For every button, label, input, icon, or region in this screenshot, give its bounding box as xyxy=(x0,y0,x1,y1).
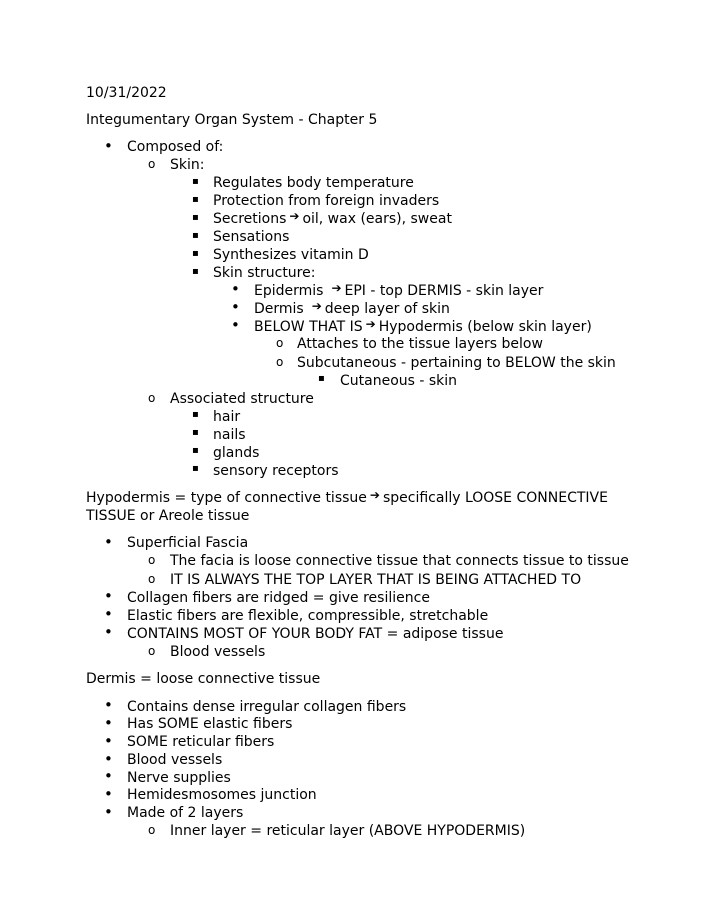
dermis-heading: Dermis = loose connective tissue xyxy=(86,671,321,687)
bullet-dot: • xyxy=(231,316,240,334)
bullet-dot: • xyxy=(104,803,113,821)
dermis-item: Made of 2 layers xyxy=(127,805,244,821)
hypodermis-heading-end: specifically LOOSE CONNECTIVE xyxy=(382,490,608,506)
skin-item: Protection from foreign invaders xyxy=(213,193,440,209)
bullet-square: ▪ xyxy=(192,248,199,259)
structure-item xyxy=(254,300,450,318)
bullet-dot: • xyxy=(104,587,113,605)
bullet-square: ▪ xyxy=(192,409,199,420)
body-fat-sub-item: Blood vessels xyxy=(170,644,266,660)
bullet-square: ▪ xyxy=(192,463,199,474)
skin-label: Skin: xyxy=(170,157,205,173)
bullet-dot: • xyxy=(104,767,113,785)
hypodermis-item: Elastic fibers are flexible, compressible, stretchable xyxy=(127,608,489,624)
dermis-item: Contains dense irregular collagen fibers xyxy=(127,699,407,715)
document-title: Integumentary Organ System - Chapter 5 xyxy=(86,112,378,128)
associated-item: hair xyxy=(213,409,241,425)
bullet-dot: • xyxy=(104,696,113,714)
arrow-right-icon: ➔ xyxy=(331,281,342,295)
structure-term: Dermis xyxy=(254,301,304,317)
cutaneous-item: Cutaneous - skin xyxy=(340,373,458,389)
structure-desc: deep layer of skin xyxy=(324,301,450,317)
bullet-dot: • xyxy=(231,280,240,298)
bullet-square: ▪ xyxy=(192,230,199,241)
hypodermis-heading-line2: TISSUE or Areole tissue xyxy=(86,508,250,524)
skin-item: Sensations xyxy=(213,229,290,245)
bullet-dot: • xyxy=(104,605,113,623)
bullet-circle: o xyxy=(148,553,156,567)
bullet-dot: • xyxy=(104,732,113,750)
skin-item: Synthesizes vitamin D xyxy=(213,247,369,263)
arrow-right-icon: ➔ xyxy=(311,299,322,313)
arrow-right-icon: ➔ xyxy=(365,317,376,331)
hypodermis-item: CONTAINS MOST OF YOUR BODY FAT = adipose tissue xyxy=(127,626,504,642)
structure-item xyxy=(254,282,543,300)
fascia-sub-item: The facia is loose connective tissue that connects tissue to tissue xyxy=(170,553,629,569)
bullet-circle: o xyxy=(148,572,156,586)
bullet-circle: o xyxy=(148,823,156,837)
date: 10/31/2022 xyxy=(86,85,167,101)
arrow-right-icon: ➔ xyxy=(369,488,380,502)
structure-term: BELOW THAT IS xyxy=(254,319,363,335)
structure-desc: Hypodermis (below skin layer) xyxy=(378,319,592,335)
bullet-square: ▪ xyxy=(192,266,199,277)
hypodermis-item: Collagen fibers are ridged = give resilience xyxy=(127,590,430,606)
hypodermis-heading xyxy=(86,489,608,507)
dermis-layer-item: Inner layer = reticular layer (ABOVE HYPODERMIS) xyxy=(170,823,526,839)
dermis-item: Has SOME elastic fibers xyxy=(127,716,293,732)
associated-structure-label: Associated structure xyxy=(170,391,314,407)
composed-of-label: Composed of: xyxy=(127,139,224,155)
secretions-detail: oil, wax (ears), sweat xyxy=(302,211,452,227)
bullet-square: ▪ xyxy=(192,427,199,438)
associated-item: nails xyxy=(213,427,246,443)
skin-item: Secretions xyxy=(213,211,287,227)
structure-item xyxy=(254,318,592,336)
associated-item: sensory receptors xyxy=(213,463,339,479)
bullet-square: ▪ xyxy=(318,373,325,384)
structure-term: Epidermis xyxy=(254,283,324,299)
bullet-dot: • xyxy=(104,623,113,641)
bullet-circle: o xyxy=(276,336,284,350)
bullet-dot: • xyxy=(104,137,113,155)
bullet-dot: • xyxy=(104,714,113,732)
bullet-dot: • xyxy=(231,298,240,316)
skin-item: Regulates body temperature xyxy=(213,175,414,191)
bullet-dot: • xyxy=(104,533,113,551)
bullet-dot: • xyxy=(104,785,113,803)
hypodermis-sub-item: Subcutaneous - pertaining to BELOW the skin xyxy=(297,355,616,371)
hypodermis-sub-item: Attaches to the tissue layers below xyxy=(297,336,543,352)
fascia-sub-item: IT IS ALWAYS THE TOP LAYER THAT IS BEING ATTACHED TO xyxy=(170,572,582,588)
bullet-circle: o xyxy=(148,391,156,405)
bullet-circle: o xyxy=(148,644,156,658)
dermis-item: Hemidesmosomes junction xyxy=(127,787,317,803)
structure-desc: EPI - top DERMIS - skin layer xyxy=(344,283,544,299)
bullet-square: ▪ xyxy=(192,176,199,187)
bullet-square: ▪ xyxy=(192,445,199,456)
bullet-dot: • xyxy=(104,750,113,768)
bullet-square: ▪ xyxy=(192,212,199,223)
arrow-right-icon: ➔ xyxy=(289,209,300,223)
associated-item: glands xyxy=(213,445,260,461)
skin-item: Skin structure: xyxy=(213,265,316,281)
hypodermis-heading-start: Hypodermis = type of connective tissue xyxy=(86,490,367,506)
superficial-fascia-label: Superficial Fascia xyxy=(127,535,249,551)
dermis-item: Blood vessels xyxy=(127,752,223,768)
bullet-circle: o xyxy=(148,157,156,171)
skin-item-secretions xyxy=(213,210,452,228)
bullet-circle: o xyxy=(276,355,284,369)
dermis-item: Nerve supplies xyxy=(127,770,231,786)
dermis-item: SOME reticular fibers xyxy=(127,734,275,750)
bullet-square: ▪ xyxy=(192,194,199,205)
